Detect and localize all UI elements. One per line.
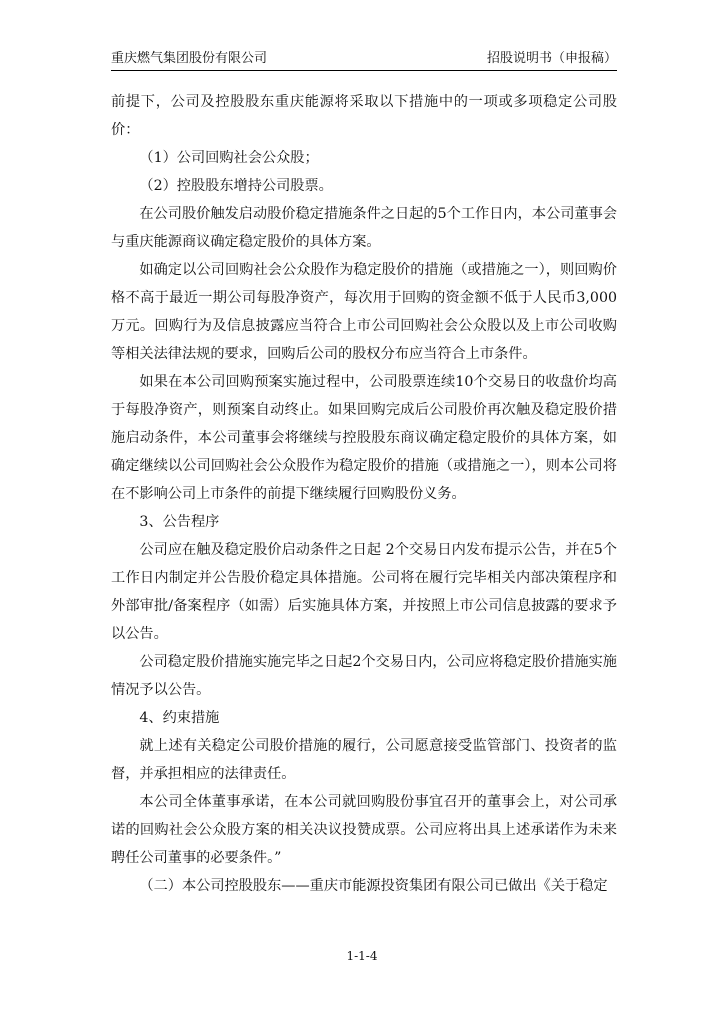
paragraph-supervision: 就上述有关稳定公司股价措施的履行，公司愿意接受监管部门、投资者的监督，并承担相应的法律责任。: [111, 738, 617, 782]
paragraph-director-commitment: 本公司全体董事承诺，在本公司就回购股份事宜召开的董事会上，对公司承诺的回购社会公众股方案的相关决议投赞成票。公司应将出具上述承诺作为未来聘任公司董事的必要条件。”: [111, 794, 617, 866]
list-item-increase-holding: （2）控股股东增持公司股票。: [139, 178, 333, 194]
list-item-buyback: （1）公司回购社会公众股；: [139, 150, 319, 166]
paragraph-plan-timing: 在公司股价触发启动股价稳定措施条件之日起的5个工作日内，本公司董事会与重庆能源商议确定稳定股价的具体方案。: [111, 206, 617, 250]
paragraph-completion-announcement: 公司稳定股价措施实施完毕之日起2个交易日内，公司应将稳定股价措施实施情况予以公告。: [111, 654, 617, 698]
paragraph-announcement-procedure: 公司应在触及稳定股价启动条件之日起 2个交易日内发布提示公告，并在5个工作日内制定并公告股价稳定具体措施。公司将在履行完毕相关内部决策程序和外部审批/备案程序（如需）后实施具体方案，并按照上市公司信息披露的要求予以公告。: [111, 542, 617, 642]
paragraph-continuation: 前提下，公司及控股股东重庆能源将采取以下措施中的一项或多项稳定公司股价：: [111, 94, 617, 138]
document-body: [111, 88, 617, 900]
header-company-name: 重庆燃气集团股份有限公司: [111, 51, 268, 66]
header-document-title: 招股说明书（申报稿）: [486, 51, 617, 66]
paragraph-buyback-price: 如确定以公司回购社会公众股作为稳定股价的措施（或措施之一），则回购价格不高于最近一期公司每股净资产，每次用于回购的资金额不低于人民币3,000万元。回购行为及信息披露应当符合上市公司回购社会公众股以及上市公司收购等相关法律法规的要求，回购后公司的股权分布应当符合上市条件。: [111, 262, 617, 362]
page-header: [111, 48, 617, 71]
section-heading-constraints: 4、约束措施: [139, 710, 220, 726]
section-heading-announcement: 3、公告程序: [139, 514, 220, 530]
page-number: 1-1-4: [346, 949, 378, 963]
paragraph-controlling-shareholder: （二）本公司控股股东——重庆市能源投资集团有限公司已做出《关于稳定: [139, 878, 608, 894]
paragraph-plan-termination: 如果在本公司回购预案实施过程中，公司股票连续10个交易日的收盘价均高于每股净资产，则预案自动终止。如果回购完成后公司股价再次触及稳定股价措施启动条件，本公司董事会将继续与控股股东商议确定稳定股价的具体方案，如确定继续以公司回购社会公众股作为稳定股价的措施（或措施之一），则本公司将在不影响公司上市条件的前提下继续履行回购股份义务。: [111, 374, 617, 502]
